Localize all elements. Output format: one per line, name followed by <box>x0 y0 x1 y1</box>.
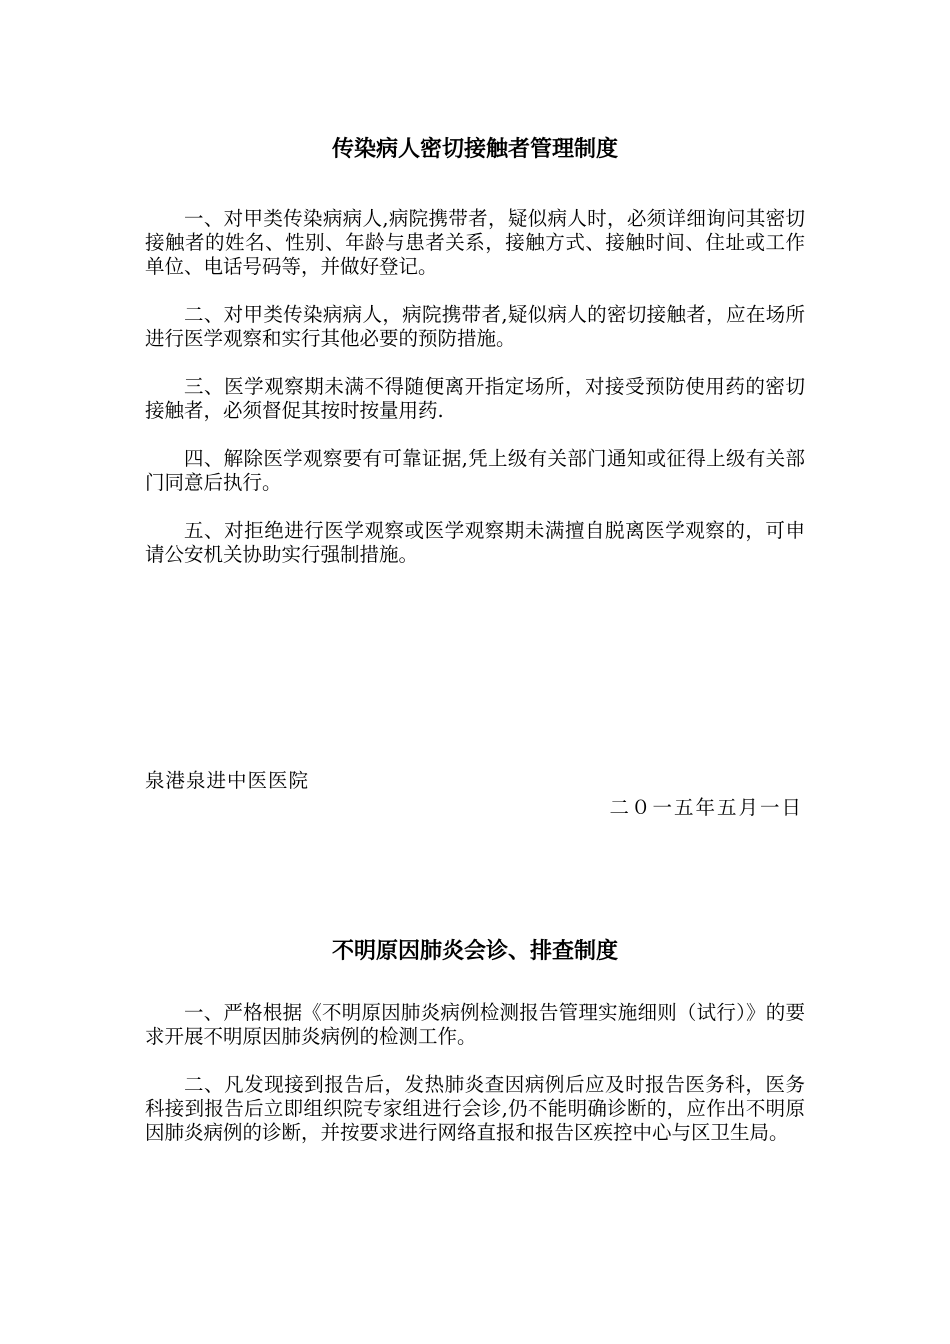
document-date: 二０一五年五月一日 <box>609 796 803 819</box>
paragraph-4: 四、解除医学观察要有可靠证据,凭上级有关部门通知或征得上级有关部门同意后执行。 <box>145 447 805 494</box>
doc-title-contact-management: 传染病人密切接触者管理制度 <box>331 137 618 162</box>
doc-title-pneumonia-consultation: 不明原因肺炎会诊、排查制度 <box>331 939 618 964</box>
paragraph-2: 二、对甲类传染病病人，病院携带者,疑似病人的密切接触者，应在场所进行医学观察和实行其他必要的预防措施。 <box>145 303 805 350</box>
paragraph-2: 二、凡发现接到报告后，发热肺炎查因病例后应及时报告医务科，医务科接到报告后立即组织院专家组进行会诊,仍不能明确诊断的，应作出不明原因肺炎病例的诊断，并按要求进行网络直报和报告区疾控中心与区卫生局。 <box>145 1073 805 1144</box>
paragraph-3: 三、医学观察期未满不得随便离开指定场所，对接受预防使用药的密切接触者，必须督促其按时按量用药. <box>145 375 805 422</box>
pneumonia-consultation-section <box>145 936 805 1169</box>
paragraph-1: 一、严格根据《不明原因肺炎病例检测报告管理实施细则（试行）》的要求开展不明原因肺炎病例的检测工作。 <box>145 1001 805 1048</box>
hospital-name: 泉港泉进中医医院 <box>145 769 310 792</box>
paragraph-5: 五、对拒绝进行医学观察或医学观察期未满擅自脱离医学观察的，可申请公安机关协助实行强制措施。 <box>145 519 805 566</box>
paragraph-1: 一、对甲类传染病病人,病院携带者，疑似病人时，必须详细询问其密切接触者的姓名、性别、年龄与患者关系，接触方式、接触时间、住址或工作单位、电话号码等，并做好登记。 <box>145 207 805 278</box>
contact-management-section <box>145 134 805 591</box>
